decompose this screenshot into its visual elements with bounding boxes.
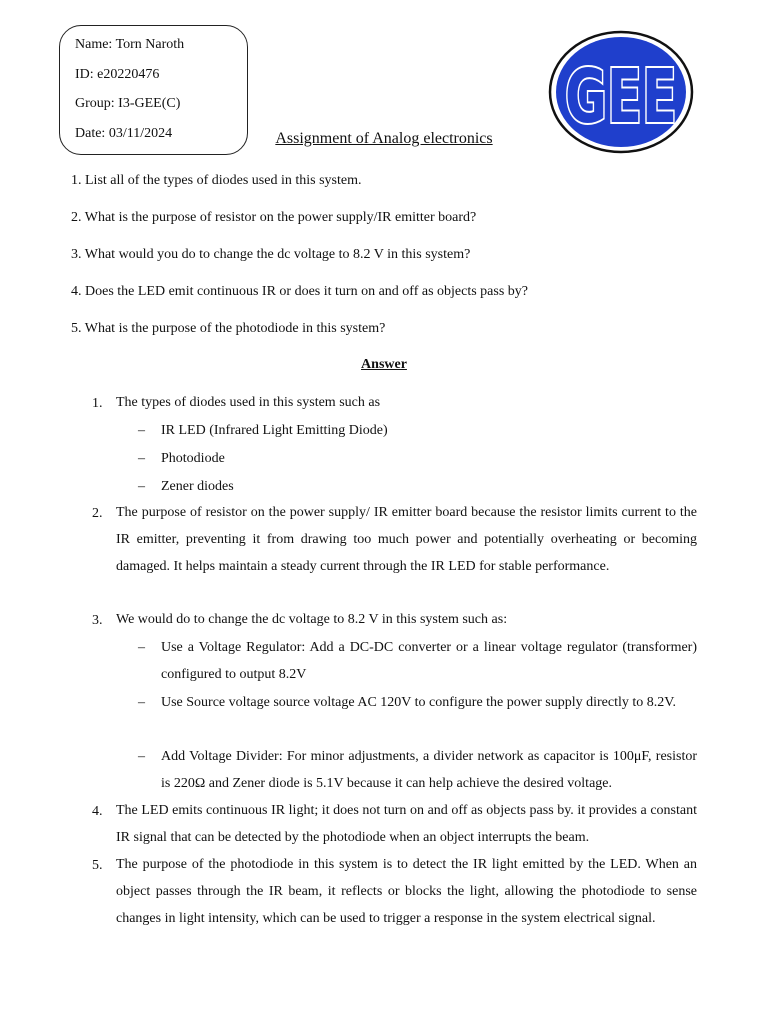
answer-heading: Answer — [361, 357, 407, 372]
answer-3-bullet-2: Use Source voltage source voltage AC 120V to configure the power supply directly to 8.2V. — [161, 695, 677, 710]
question-3: 3. What would you do to change the dc voltage to 8.2 V in this system? — [71, 247, 471, 262]
bullet-dash: – — [138, 695, 145, 710]
question-2: 2. What is the purpose of resistor on the power supply/IR emitter board? — [71, 210, 477, 225]
student-name: Name: Torn Naroth — [75, 37, 185, 52]
answer-2-number: 2. — [92, 506, 103, 521]
answer-5-text: The purpose of the photodiode in this system is to detect the IR light emitted by the LED. When an object passes through the IR beam, it reflects or blocks the light, allowing the photodiode to sense changes in light intensity, which can be used to trigger a response in the system electrical signal. — [116, 857, 697, 926]
answer-3-bullet-3: Add Voltage Divider: For minor adjustments, a divider network as capacitor is 100μF, resistor is 220Ω and Zener diode is 5.1V because it can help achieve the desired voltage. — [161, 749, 697, 791]
assignment-title: Assignment of Analog electronics — [275, 130, 493, 147]
student-group: Group: I3-GEE(C) — [75, 96, 181, 111]
answer-3-text: We would do to change the dc voltage to 8.2 V in this system such as: — [116, 612, 508, 627]
bullet-dash: – — [138, 749, 145, 764]
question-4: 4. Does the LED emit continuous IR or does it turn on and off as objects pass by? — [71, 284, 528, 299]
submission-date: Date: 03/11/2024 — [75, 126, 173, 141]
answer-1-text: The types of diodes used in this system such as — [116, 395, 381, 410]
bullet-dash: – — [138, 640, 145, 655]
answer-4-text: The LED emits continuous IR light; it does not turn on and off as objects pass by. it provides a constant IR signal that can be detected by the photodiode when an object interrupts the beam. — [116, 803, 697, 845]
answer-2-text: The purpose of resistor on the power supply/ IR emitter board because the resistor limits current to the IR emitter, preventing it from drawing too much power and potentially overheating or becoming damaged. It helps maintain a steady current through the IR LED for stable performance. — [116, 505, 697, 574]
answer-4-number: 4. — [92, 804, 103, 819]
question-5: 5. What is the purpose of the photodiode in this system? — [71, 321, 386, 336]
bullet-dash: – — [138, 423, 145, 438]
answer-1-bullet-3: Zener diodes — [161, 479, 234, 494]
answer-1-bullet-2: Photodiode — [161, 451, 225, 466]
answer-5-number: 5. — [92, 858, 103, 873]
logo-text: GEE — [565, 54, 677, 140]
answer-1-bullet-1: IR LED (Infrared Light Emitting Diode) — [161, 423, 388, 438]
answer-3-number: 3. — [92, 613, 103, 628]
question-1: 1. List all of the types of diodes used in this system. — [71, 173, 362, 188]
student-id: ID: e20220476 — [75, 67, 160, 82]
answer-3-bullet-1: Use a Voltage Regulator: Add a DC-DC converter or a linear voltage regulator (transformer) configured to output 8.2V — [161, 640, 697, 682]
assignment-title-row — [0, 130, 768, 148]
answer-1-number: 1. — [92, 396, 103, 411]
bullet-dash: – — [138, 451, 145, 466]
bullet-dash: – — [138, 479, 145, 494]
